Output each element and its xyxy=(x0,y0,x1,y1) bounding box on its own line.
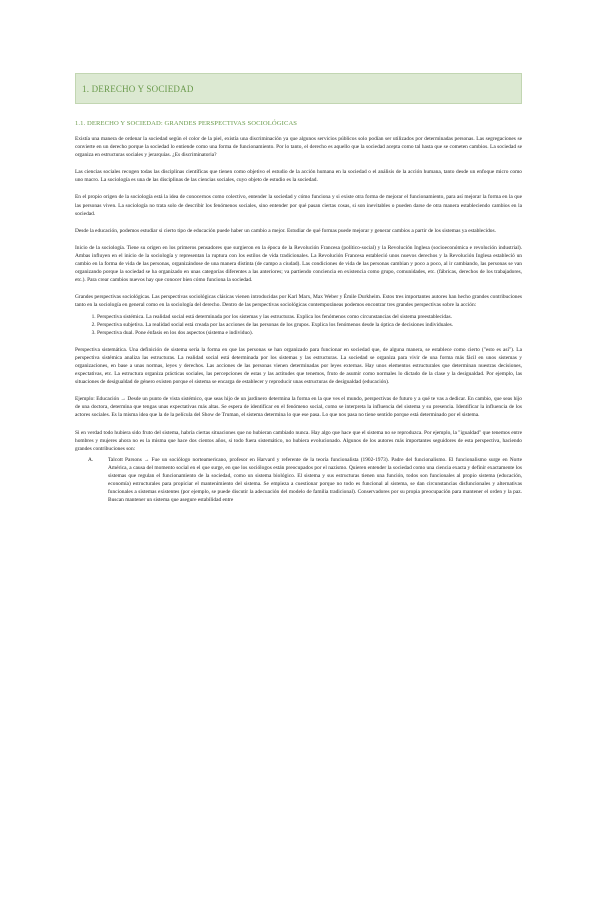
list-item: 1. Perspectiva sistémica. La realidad social está determinada por los sistemas y las estructuras. Explica los fenómenos como circunstancias del sistema preestablecidas. xyxy=(97,313,522,321)
paragraph: Grandes perspectivas sociológicas. Las perspectivas sociológicas clásicas vienen introducidas por Karl Marx, Max Weber y Émile Durkheim. Estos tres importantes autores han hecho grandes contribuciones tanto en la sociología en general como en la sociología del derecho. Dentro de las perspectivas sociológicas contemporáneas podemos encontrar tres grandes perspectivas sobre la acción: xyxy=(75,294,522,309)
list-item: 3. Perspectiva dual. Pone énfasis en los dos aspectos (sistema e individuo). xyxy=(97,329,522,337)
perspectives-list xyxy=(75,313,522,337)
paragraph: Ejemplo: Educación → Desde un punto de vista sistémico, que seas hijo de un jardinero determina la forma en la que ves el mundo, perspectivas de futuro y a qué te vas a dedicar. En cambio, que seas hijo de una doctora, determina que tengas unas expectativas más altas. Se espera de identificar en el fenómeno social, como se interpreta la influencia del sistema y su presencia. Identificar la influencia de los actores sociales. Es la misma idea que la de la película del Show de Truman, el sistema determina lo que ese pasa. Lo que nos pasa no tiene sentido porque está determinado por el sistema. xyxy=(75,396,522,419)
list-marker: A. xyxy=(88,456,94,463)
authors-list xyxy=(75,456,522,505)
list-item-text: Talcott Parsons → Fue un sociólogo norteamericano, profesor en Harvard y referente de la teoría funcionalista (1902-1973). Padre del funcionalismo. El funcionalismo surge en Norte América, a causa del momento social en el que surge, en que los sociólogos están preocupados por el nazismo. Quieren entender la sociedad como una ciencia exacta y definir exactamente los sistemas que regulan el funcionamiento de la sociedad, como un sistema biológico. El sistema y sus estructuras tienen una función, todos son funcionales al propio sistema (educación, economía) estructurales para propiciar el mantenimiento del sistema. Se empieza a cuestionar porque no todo es funcional al sistema, se dan circunstancias disfuncionales y alternativas funcionales a sistemas existentes (por ejemplo, se puede discutir la adecuación del modelo de familia tradicional). Conservadores por su propia preocupación para mantener el orden y la paz. Buscan mantener un sistema que asegure estabilidad entre xyxy=(108,456,522,504)
paragraph: Si en verdad todo hubiera sido fruto del sistema, habría ciertas situaciones que no hubieran cambiado nunca. Hay algo que hace que el sistema no se reproduzca. Por ejemplo, la "igualdad" que tenemos entre hombres y mujeres ahora no es la misma que hace dos cientos años, si todo fuera sistemático, no hubiera evolucionado. Algunos de los autores más importantes seguidores de esta perspectiva, haciendo grandes contribuciones son: xyxy=(75,429,522,452)
paragraph: Desde la educación, podemos estudiar si cierto tipo de educación puede haber un cambio a mejor. Estudiar de qué formas puede mejorar y generar cambios a partir de los sistemas ya establecidos. xyxy=(75,227,496,234)
section-title: 1.1. DERECHO Y SOCIEDAD: GRANDES PERSPECTIVAS SOCIOLÓGICAS xyxy=(75,120,298,127)
document-page xyxy=(0,73,600,921)
list-item: 2. Perspectiva subjetiva. La realidad social está creada por las acciones de las personas de los grupos. Explica los fenómenos desde la óptica de decisiones individuales. xyxy=(97,321,522,329)
paragraph: Inicio de la sociología. Tiene su origen en los primeros pensadores que surgieron en la época de la Revolución Francesa (político-social) y la Revolución Inglesa (socioeconómica e revolución industrial). Ambas influyen en el inicio de la sociología y representan la ruptura con los estilos de vida tradicionales. La Revolución Francesa estableció unos nuevos derechos y la Revolución Inglesa estableció un cambio en la forma de vida de las personas, organizándose de una manera distinta (de campo a ciudad). Las condiciones de vida de las personas cambian y poco a poco, al ir cambiando, las personas se van organizando porque la sociedad se ha organizado en unas categorías diferentes a las anteriores; va partiendo conciencia en existencia como grupo, comunidades, etc. (fábricas, derechos de los trabajadores, etc.). Para crear cambios nuevos hay que conocer bien cómo funciona la sociedad. xyxy=(75,244,522,284)
paragraph: Existía una manera de ordenar la sociedad según el color de la piel, existía una discriminación ya que algunos servicios públicos solo podían ser utilizados por determinadas personas. Las segregaciones se convierte en un derecho porque la sociedad lo entiende como una forma de funcionamiento. Por lo tanto, el derecho es aquello que la sociedad acepta como tal hasta que se cometen cambios. La sociedad se organiza en estructuras sociales y jerarquías. ¿Es discriminatoria? xyxy=(75,136,522,159)
paragraph: Las ciencias sociales recogen todas las disciplinas científicas que tienen como objetivo el estudio de la acción humana en la sociedad o el análisis de la acción humana, tanto desde un enfoque micro como uno macro. La sociología es una de las disciplinas de las ciencias sociales, cuyo objeto de estudio es la sociedad. xyxy=(75,169,522,184)
chapter-header xyxy=(75,73,522,104)
paragraph: Perspectiva sistemática. Una definición de sistema sería la forma en que las personas se han organizado para funcionar en sociedad que, de alguna manera, se establece como cierto ("esto es así"). La perspectiva sistémica analiza las estructuras. La realidad social está determinada por los sistemas y las estructuras. La sociedad se organiza para vivir de una forma más fácil en unos sistemas y organizaciones, en base a unas normas, leyes y derechos. Las acciones de las personas vienen determinadas por leyes externas. Hay unos elementos estructurales que determinan nuestras decisiones, expectativas, etc. La estructura organiza prácticas sociales, las percepciones de estas y las actitudes que tenemos, fruto de asumir como normales lo dictado de la clase y la desigualdad. Por ejemplo, las situaciones de desigualdad de género existen porque el sistema se encarga de establecer y reproducir unas estructuras de desigualdad (educación). xyxy=(75,346,522,386)
chapter-title: 1. DERECHO Y SOCIEDAD xyxy=(82,83,194,94)
paragraph: En el propio origen de la sociología está la idea de conocernos como colectivo, entender la sociedad y cómo funciona y si existe otra forma de mejorar el funcionamiento, para así mejorar la forma en la que las personas viven. La sociología no trata solo de describir los fenómenos sociales, sino entender por qué pasan ciertas cosas, si son inevitables o pueden darse de otra manera estableciendo cambios en la sociedad. xyxy=(75,194,522,217)
list-item xyxy=(88,456,522,505)
